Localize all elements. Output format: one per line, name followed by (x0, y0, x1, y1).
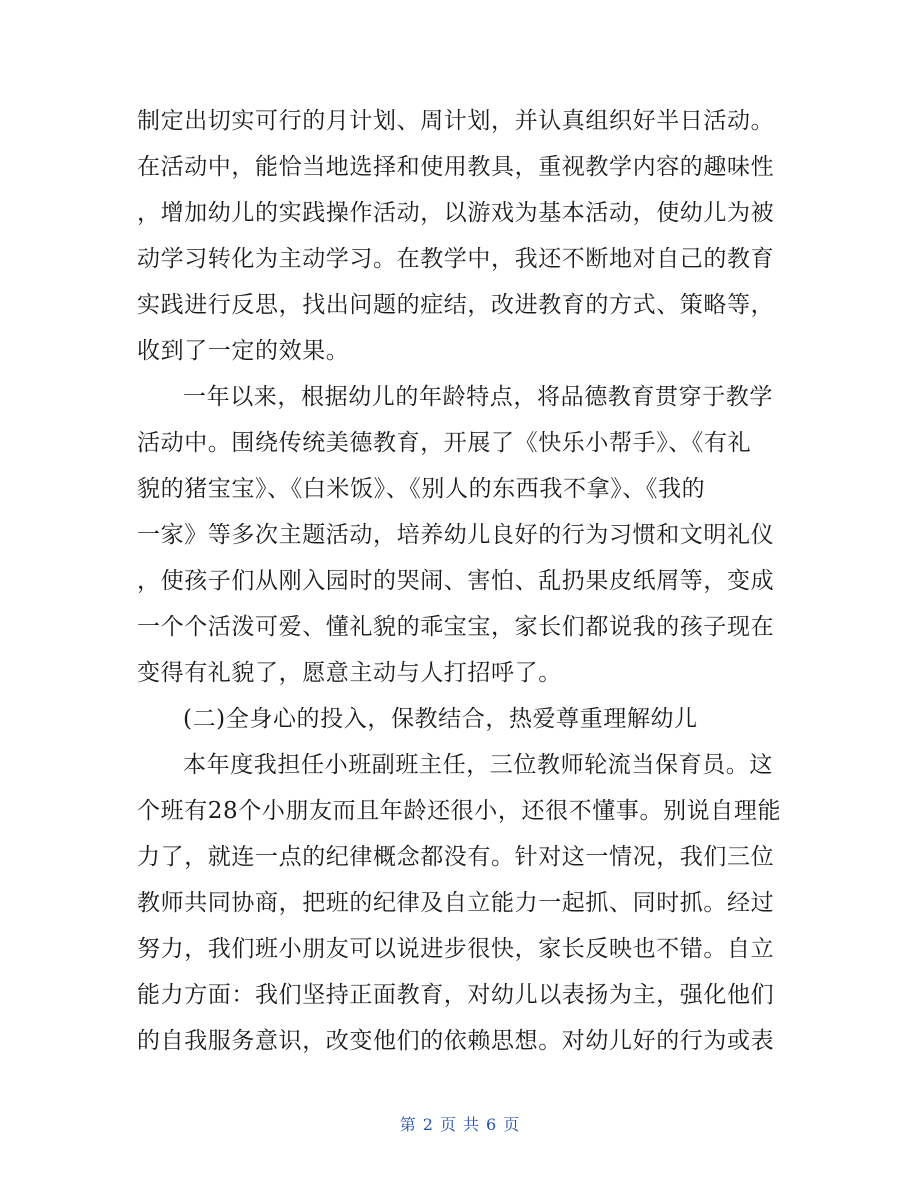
text-line: 的自我服务意识，改变他们的依赖思想。对幼儿好的行为或表 (137, 1028, 775, 1054)
text-line: 教师共同协商，把班的纪律及自立能力一起抓、同时抓。经过 (137, 890, 775, 916)
text-line: 个班有28个小朋友而且年龄还很小，还很不懂事。别说自理能 (137, 798, 782, 824)
text-line: 一个个活泼可爱、懂礼貌的乖宝宝，家长们都说我的孩子现在 (137, 614, 775, 640)
text-line: 一家》等多次主题活动，培养幼儿良好的行为习惯和文明礼仪 (137, 522, 775, 548)
text-line: 能力方面：我们坚持正面教育，对幼儿以表扬为主，强化他们 (137, 982, 775, 1008)
text-line: 动学习转化为主动学习。在教学中，我还不断地对自己的教育 (137, 246, 775, 272)
current-page-number: 2 (422, 1115, 434, 1134)
text-line: 变得有礼貌了，愿意主动与人打招呼了。 (137, 660, 562, 686)
text-line: 收到了一定的效果。 (137, 338, 350, 364)
paragraph-start-line: 一年以来，根据幼儿的年龄特点，将品德教育贯穿于教学 (183, 384, 773, 410)
text-line: 在活动中，能恰当地选择和使用教具，重视教学内容的趣味性 (137, 154, 775, 180)
text-line: 努力，我们班小朋友可以说进步很快，家长反映也不错。自立 (137, 936, 775, 962)
paragraph-start-line: 本年度我担任小班副班主任，三位教师轮流当保育员。这 (183, 752, 773, 778)
section-heading: (二)全身心的投入，保教结合，热爱尊重理解幼儿 (183, 706, 698, 732)
total-pages-number: 6 (486, 1115, 498, 1134)
page-label-prefix: 第 (399, 1115, 417, 1134)
total-label: 共 (463, 1115, 481, 1134)
text-line: 实践进行反思，找出问题的症结，改进教育的方式、策略等， (137, 292, 775, 318)
text-line: 活动中。围绕传统美德教育，开展了《快乐小帮手》、《有礼 (137, 430, 752, 456)
page-label-unit-2: 页 (503, 1115, 521, 1134)
text-line: 制定出切实可行的月计划、周计划，并认真组织好半日活动。 (137, 108, 775, 134)
page-footer (0, 1112, 920, 1135)
text-line: 力了，就连一点的纪律概念都没有。针对这一情况，我们三位 (137, 844, 775, 870)
page-label-unit: 页 (439, 1115, 457, 1134)
text-line: ，增加幼儿的实践操作活动，以游戏为基本活动，使幼儿为被 (137, 200, 775, 226)
text-line: 貌的猪宝宝》、《白米饭》、《别人的东西我不拿》、《我的 (137, 476, 706, 502)
text-line: ，使孩子们从刚入园时的哭闹、害怕、乱扔果皮纸屑等，变成 (137, 568, 775, 594)
body-text (137, 98, 797, 1064)
